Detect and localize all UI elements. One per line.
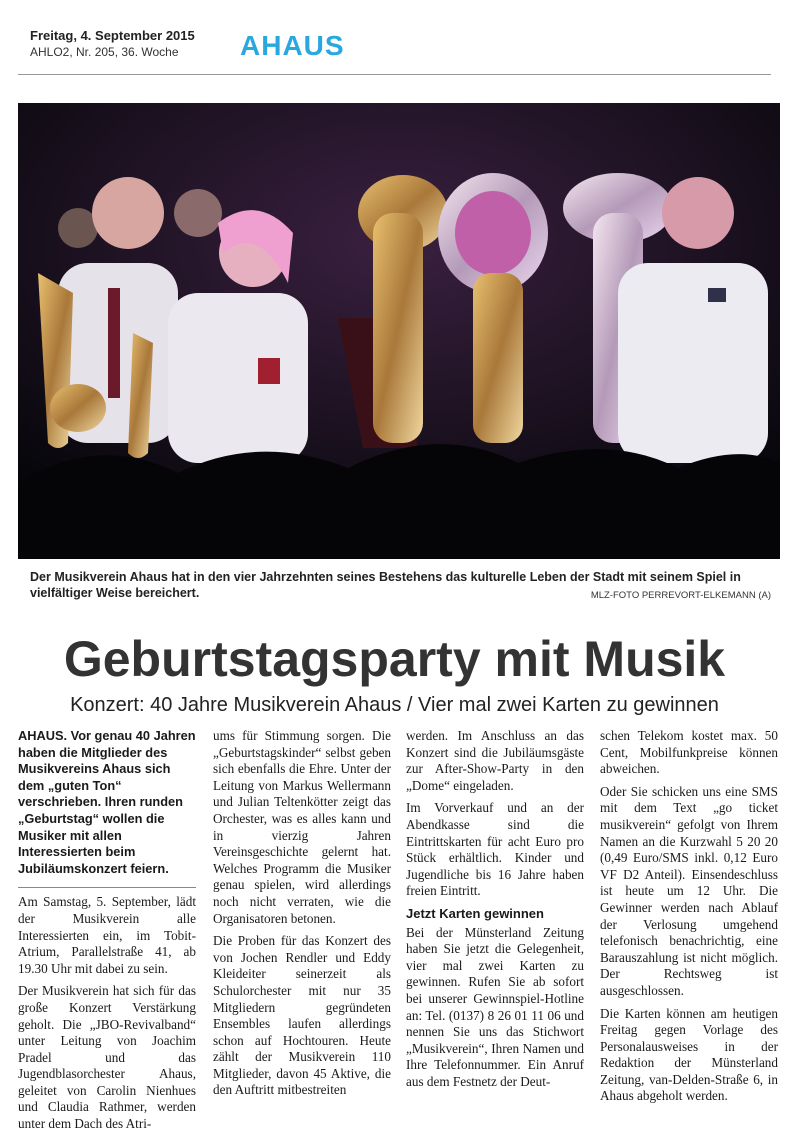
paragraph: Bei der Münsterland Zeitung haben Sie jetzt die Gelegenheit, vier mal zwei Karten zu gewinnen. Rufen Sie ab sofort bei unserer Gewinnspiel-Hotline an: Tel. (0137) 8 26 01 11 06 und nennen Sie uns das Stichwort „Musikverein“, Ihren Namen und Ihre Telefonnummer. Ein Anruf aus dem Festnetz der Deut- <box>406 924 584 1089</box>
paragraph: Am Samstag, 5. September, lädt der Musikverein alle Interessierten ein, im Tobit-Atrium, Parallelstraße 41, ab 19.30 Uhr mit dabei zu sein. <box>18 894 196 976</box>
article-column-1 <box>18 728 196 1139</box>
issue-number: AHLO2, Nr. 205, 36. Woche <box>30 45 179 59</box>
concert-photo <box>18 103 780 559</box>
paragraph: ums für Stimmung sorgen. Die „Geburtstagskinder“ selbst geben sich ebenfalls die Ehre. Unter der Leitung von Markus Wellermann und Julian Teltenkötter zeigt das Orchester, was es alles kann und in vierzig Jahren Vereinsgeschichte gelernt hat. Welches Programm die Musiker genau spielen, wird allerdings noch nicht verraten, wie die Organisatoren betonen. <box>213 728 391 926</box>
paragraph: Im Vorverkauf und an der Abendkasse sind die Eintrittskarten für acht Euro pro Stück erhältlich. Kinder und Jugendliche bis 16 Jahre haben freien Eintritt. <box>406 800 584 899</box>
paragraph: schen Telekom kostet max. 50 Cent, Mobilfunkpreise können abweichen. <box>600 728 778 777</box>
photo-caption: Der Musikverein Ahaus hat in den vier Jahrzehnten seines Bestehens das kulturelle Leben der Stadt mit seinem Spiel in vielfältiger Weise bereichert. <box>30 570 741 600</box>
header-divider <box>18 74 771 75</box>
paragraph: Die Proben für das Konzert des von Jochen Rendler und Eddy Kleideiter seinerzeit als Schulorchester mit nur 35 Mitgliedern gegründeten Ensembles laufen allerdings schon auf Hochtouren. Heute zählt der Musikverein 110 Mitglieder, davon 45 Aktive, die den Auftritt mitbestreiten <box>213 933 391 1098</box>
contest-heading: Jetzt Karten gewinnen <box>406 905 544 921</box>
article-headline: Geburtstagsparty mit Musik <box>63 631 726 687</box>
photo-credit: MLZ-FOTO PERREVORT-ELKEMANN (A) <box>590 590 771 601</box>
paragraph: werden. Im Anschluss an das Konzert sind die Jubiläumsgäste zur After-Show-Party in den „Dome“ eingeladen. <box>406 728 584 793</box>
section-title: AHAUS <box>240 30 345 61</box>
paragraph: Die Karten können am heutigen Freitag gegen Vorlage des Personalausweises in der Redaktion der Münsterland Zeitung, van-Delden-Straße 6, in Ahaus abgeholt werden. <box>600 1005 778 1104</box>
article-column-4 <box>600 728 778 1111</box>
lead-divider <box>18 887 196 888</box>
article-lead: AHAUS. Vor genau 40 Jahren haben die Mitglieder des Musikvereins Ahaus sich dem „guten Ton“ verschrieben. Ihren runden „Geburtstag“ wollen die Musiker mit allen Interessierten beim Jubiläumskonzert feiern. <box>18 728 196 876</box>
paragraph: Der Musikverein hat sich für das große Konzert Verstärkung geholt. Die „JBO-Revivalband“ unter Leitung von Joachim Pradel und das Jugendblasorchester Ahaus, geleitet von Carolin Nienhues und Claudia Rathmer, werden unter dem Dach des Atri- <box>18 983 196 1132</box>
issue-date: Freitag, 4. September 2015 <box>30 28 195 43</box>
article-column-3 <box>406 728 584 1096</box>
brass-band-illustration <box>18 103 780 559</box>
paragraph: Oder Sie schicken uns eine SMS mit dem Text „go ticket musikverein“ gefolgt von Ihrem Namen an die Kurzwahl 5 20 20 (0,49 Euro/SMS inkl. 0,12 Euro VF D2 Anteil). Einsendeschluss ist heute um 12 Uhr. Die Gewinner werden nach Ablauf der Verlosung umgehend telefonisch benachrichtig, eine Barauszahlung ist nicht möglich. Der Rechtsweg ist ausgeschlossen. <box>600 783 778 998</box>
article-subheadline: Konzert: 40 Jahre Musikverein Ahaus / Vier mal zwei Karten zu gewinnen <box>70 694 719 716</box>
article-column-2 <box>213 728 391 1105</box>
